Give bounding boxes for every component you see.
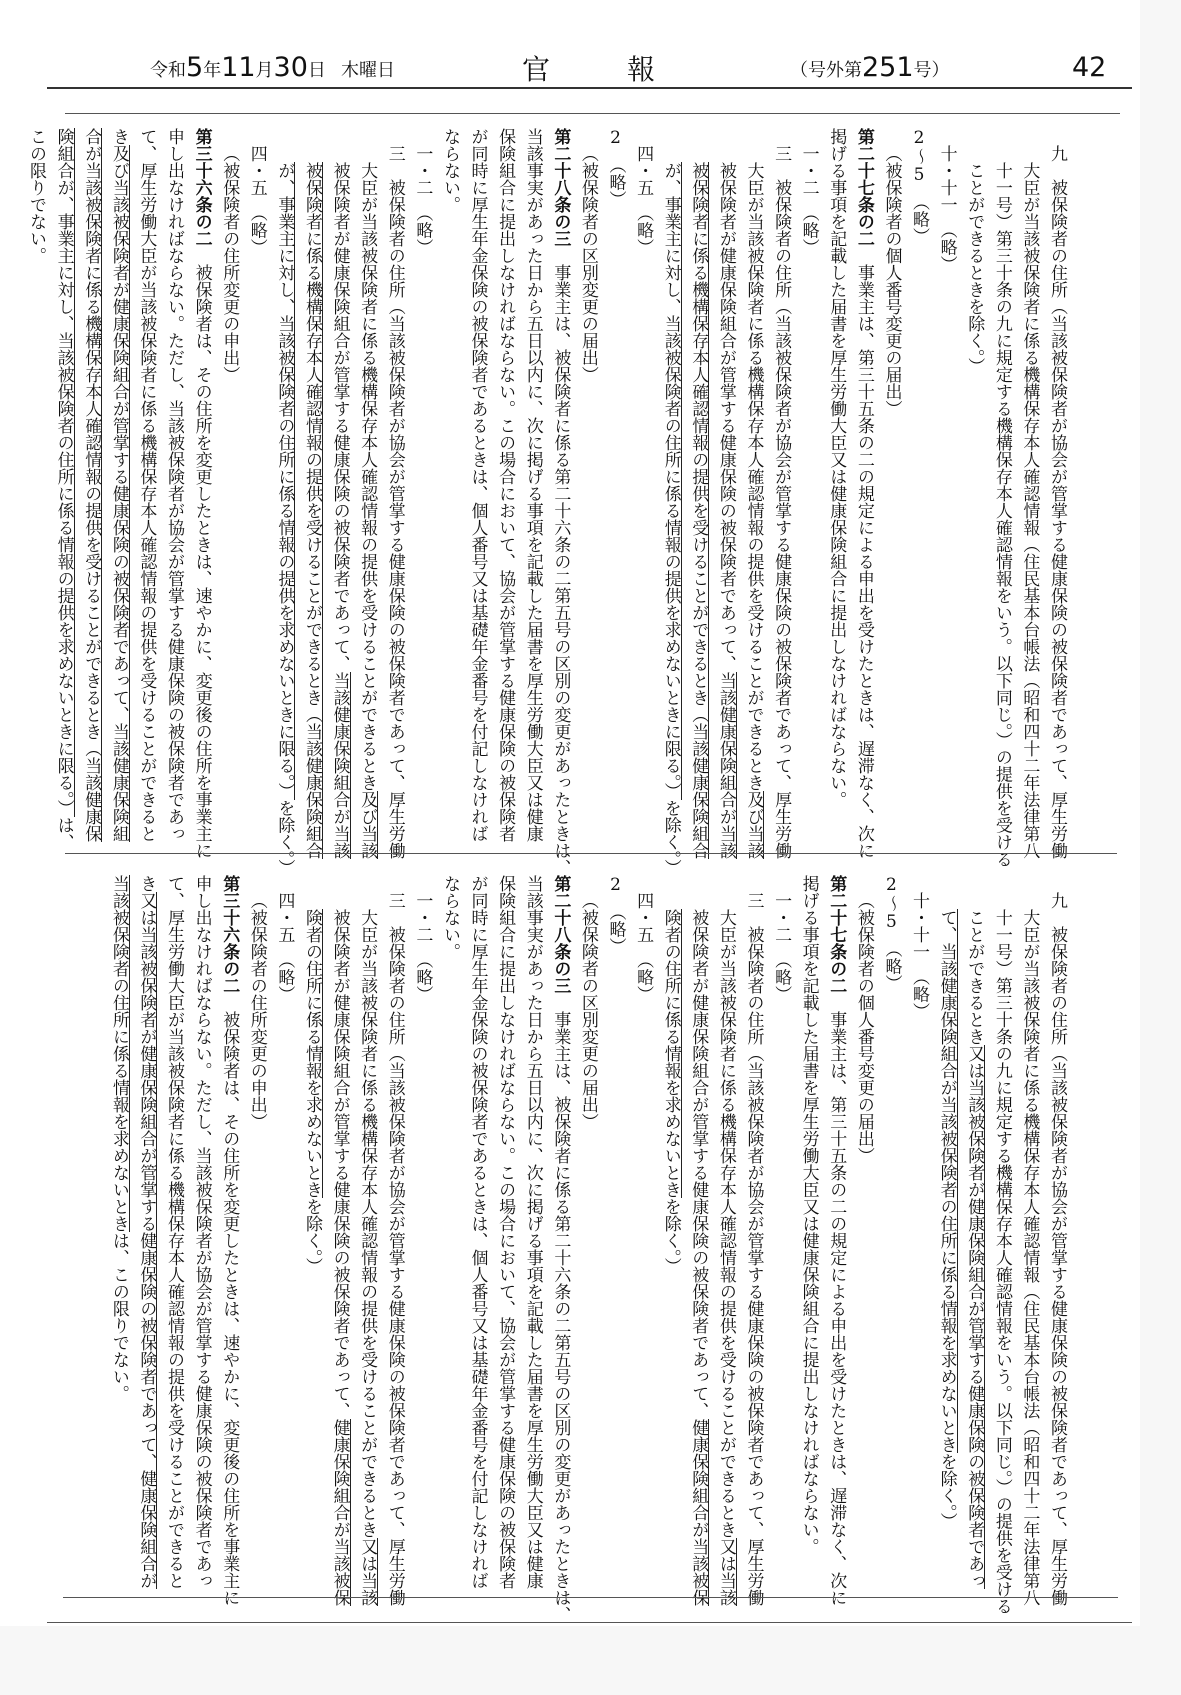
text-column [987,875,1015,1615]
text-segment: 事業主は、被保険者に係る第二十六条の二第五号の区別の変更があったときは、 [550,247,571,876]
text-segment: 大臣が当該被保険者に係る機構保存本人確認情報の提供を受けることができるとき [715,909,736,1538]
text-segment: は、 [53,816,74,851]
text-column [960,875,988,1595]
text-segment: 2～5 （略） [881,875,902,992]
amended-text: が、事業主に対し、当該被保険者の住所に係る情報の提供を求めないときに限る。） [660,162,681,800]
article-heading: 第二十七条の二 [826,875,847,994]
text-segment: て、厚生労働大臣が当該被保険者に係る機構保存本人確認情報の提供を受けることができると [164,875,184,1589]
top-rule [65,113,1120,114]
text-segment: は、この限りでない。 [108,1232,129,1402]
text-segment: 2～5 （略） [909,128,930,245]
text-column [684,875,712,1606]
text-column [987,128,1015,868]
amended-text: 当該健康保険組合が当該 [329,672,350,859]
text-column [739,875,767,1606]
middle-rule [65,853,1117,854]
text-column [1015,875,1043,1606]
text-segment: が同時に厚生年金保険の被保険者であるときは、個人番号又は基礎年金番号を付記しなければ [467,875,488,1589]
text-column [463,875,491,1595]
current-text-section [104,875,1070,1623]
text-segment: （被保険者の住所変更の申出） [219,145,240,383]
amended-text: 被保険者に係る機構保存本人確認情報の提供を受けることができるとき（当該健康保険組合 [688,162,709,859]
text-segment: 十・十一 （略） [909,892,930,1020]
text-column [297,875,325,1595]
issue-suffix: 号） [913,60,950,81]
article-heading: 第二十七条の二 [853,128,874,247]
text-segment: 申し出なければならない。ただし、当該被保険者が協会が管掌する健康保険の被保険者であっ [191,875,212,1589]
text-column [904,875,932,1595]
text-column [1042,128,1070,859]
text-column [270,875,298,1595]
text-segment: 2 （略） [605,875,626,955]
text-column [353,875,381,1606]
text-segment: 事業主は、被保険者に係る第二十六条の二第五号の区別の変更があったときは、 [550,994,571,1623]
article-heading: 第二十八条の三 [550,875,571,994]
text-column [711,128,739,859]
text-column [766,875,794,1595]
text-column [77,128,105,848]
text-segment: 大臣が当該被保険者に係る機構保存本人確認情報（住民基本台帳法（昭和四十二年法律第八 [1019,909,1040,1606]
text-column [684,128,712,859]
text-column [960,128,988,848]
text-column [877,128,905,848]
amended-text: 又は当該 [357,1538,378,1606]
text-column [546,875,574,1623]
text-column [573,875,601,1595]
text-segment: この限りでない。 [26,128,47,264]
text-column [1042,875,1070,1606]
text-column [159,875,187,1595]
year: 5 [186,52,204,83]
amended-text: 及び当該被保険者が健康保険組合が管掌する健康保険の被保険者であって、当該健康保険組 [108,145,129,842]
amended-text: 健康保険組合が当該被保 [329,1419,350,1606]
text-column [408,875,436,1595]
amended-text: 当該被保険者の住所に係る情報を求めないとき [108,875,129,1232]
text-column [1015,128,1043,859]
text-segment: 三 被保険者の住所（当該被保険者が協会が管掌する健康保険の被保険者であって、厚生労働 [743,892,764,1606]
issue-label [790,52,950,83]
text-segment: （被保険者の個人番号変更の届出） [881,145,902,417]
text-segment: 三 被保険者の住所（当該被保険者が協会が管掌する健康保険の被保険者であって、厚生労働 [384,892,405,1606]
text-column [491,128,519,848]
text-column [463,128,491,848]
text-column [849,128,877,859]
amended-text: 又は当該 [715,1538,736,1606]
text-column [187,128,215,859]
text-column [822,128,850,848]
text-segment: 四・五 （略） [246,145,267,256]
text-segment: 大臣が当該被保険者に係る機構保存本人確認情報の提供を受けることができるとき [357,162,378,791]
text-segment: （被保険者の個人番号変更の届出） [853,892,874,1164]
text-column [932,128,960,848]
amended-text: 又は当該被保険者が健康保険組合が管掌する健康保険の被保険者であっ [964,1045,985,1589]
amended-text: 当該健康保険組合が当該 [715,672,736,859]
text-column [849,875,877,1595]
year-unit: 年 [203,60,222,81]
text-segment: 九 被保険者の住所（当該被保険者が協会が管掌する健康保険の被保険者であって、厚生労働 [1047,145,1067,859]
amended-text: 又は当該被保険者が健康保険組合が管掌する健康保険の被保険者であって、健康保険組合が [136,892,157,1589]
text-segment: 十一号）第三十条の九に規定する機構保存本人確認情報をいう。以下同じ。）の提供を受ける [991,162,1012,868]
text-column [408,128,436,848]
text-segment: を除く。） [660,1198,681,1275]
text-column [711,875,739,1606]
text-column [325,875,353,1606]
bottom-rule [63,1597,1118,1598]
amended-text: 険者の住所に係る情報を求めないとき [660,909,681,1198]
text-column [601,875,629,1595]
text-segment: 一・二 （略） [412,892,433,1003]
article-heading: 第二十八条の三 [550,128,571,247]
text-column [573,128,601,848]
gazette-title-1: 官 [522,53,551,86]
text-segment: ことができるとき [964,909,985,1045]
text-column [794,128,822,848]
text-column [159,128,187,848]
text-segment: が同時に厚生年金保険の被保険者であるときは、個人番号又は基礎年金番号を付記しなければ [467,128,488,842]
text-column [518,875,546,1595]
text-segment: を除く。） [936,1453,957,1530]
text-column [794,875,822,1595]
text-segment: 当該事実があった日から五日以内に、次に掲げる事項を記載した届書を厚生労働大臣又は健康 [522,128,543,842]
text-segment: 被保険者は、その住所を変更したときは、速やかに、変更後の住所を事業主に [191,247,212,859]
text-segment: て、厚生労働大臣が当該被保険者に係る機構保存本人確認情報の提供を受けることができると [136,128,157,842]
text-segment: を除く。） [301,1198,322,1275]
gazette-title-2: 報 [627,53,656,86]
text-segment: 四・五 （略） [633,145,654,256]
text-column [822,875,850,1606]
text-segment: ならない。 [439,875,460,960]
text-segment: き [108,128,129,145]
amended-text: が、事業主に対し、当該被保険者の住所に係る情報の提供を求めないときに限る。） [274,162,295,800]
text-column [601,128,629,848]
amended-text: 険組合が、事業主に対し、当該被保険者の住所に係る情報の提供を求めないときに限る。） [53,128,74,817]
text-segment: 大臣が当該被保険者に係る機構保存本人確認情報（住民基本台帳法（昭和四十二年法律第八 [1019,162,1040,859]
text-segment: （被保険者の住所変更の申出） [246,892,267,1130]
text-column [518,128,546,848]
text-segment: き [136,875,157,892]
amended-text: 及び当該 [357,791,378,859]
text-segment: 被保険者が健康保険組合が管掌する健康保険の被保険者であって、 [329,162,350,672]
text-column [187,875,215,1595]
text-column [380,128,408,859]
text-segment: 事業主は、第三十五条の二の規定による申出を受けたときは、遅滞なく、次に [826,994,847,1606]
text-column [656,128,684,876]
text-segment: 九 被保険者の住所（当該被保険者が協会が管掌する健康保険の被保険者であって、厚生労働 [1047,892,1067,1606]
text-segment: 掲げる事項を記載した届書を厚生労働大臣又は健康保険組合に提出しなければならない。 [798,875,819,1555]
text-column [629,875,657,1595]
page-number: 42 [1072,52,1107,83]
text-column [132,128,160,848]
amended-text: て、当該健康保険組合が当該被保険者の住所に係る情報を求めないとき [936,909,957,1453]
text-column [297,128,325,859]
text-segment: 保険組合に提出しなければならない。この場合において、協会が管掌する健康保険の被保険者 [495,128,516,842]
text-segment: 被保険者が健康保険組合が管掌する健康保険の被保険者であって、 [715,162,736,672]
article-heading: 第三十六条の二 [219,875,240,994]
text-column [104,875,132,1595]
text-segment: 三 被保険者の住所（当該被保険者が協会が管掌する健康保険の被保険者であって、厚生労働 [384,145,405,859]
text-column [242,128,270,848]
text-column [491,875,519,1595]
text-column [656,875,684,1595]
amended-text: 険者の住所に係る情報を求めないとき [301,909,322,1198]
text-segment: 申し出なければならない。ただし、当該被保険者が協会が管掌する健康保険の被保険者であっ [164,128,184,842]
amended-text: 及び当該 [743,791,764,859]
month: 11 [221,52,256,83]
text-segment: 被保険者は、その住所を変更したときは、速やかに、変更後の住所を事業主に [219,994,240,1606]
text-column [629,128,657,848]
text-column [325,128,353,859]
text-segment: （被保険者の区別変更の届出） [577,892,598,1130]
text-column [242,875,270,1595]
text-segment: 三 被保険者の住所（当該被保険者が協会が管掌する健康保険の被保険者であって、厚生労働 [771,145,792,859]
text-segment: （被保険者の区別変更の届出） [577,145,598,383]
text-column [270,128,298,876]
text-column [215,875,243,1606]
text-column [546,128,574,876]
text-column [739,128,767,859]
text-segment: ことができるときを除く。） [964,162,985,375]
text-segment: 十・十一 （略） [936,145,957,273]
issue-prefix: （号外第 [790,60,862,81]
text-column [904,128,932,848]
text-segment: 保険組合に提出しなければならない。この場合において、協会が管掌する健康保険の被保険者 [495,875,516,1589]
text-column [766,128,794,859]
amended-text: 合が当該被保険者に係る機構保存本人確認情報の提供を受けることができるとき（当該健康保 [81,128,102,842]
header-rule [47,87,1132,89]
day: 30 [273,52,308,83]
text-segment: 当該事実があった日から五日以内に、次に掲げる事項を記載した届書を厚生労働大臣又は健康 [522,875,543,1589]
text-segment: を除く。） [274,799,295,876]
text-column [215,128,243,848]
text-segment: 一・二 （略） [771,892,792,1003]
article-heading: 第三十六条の二 [191,128,212,247]
text-segment: ならない。 [439,128,460,213]
text-segment: 大臣が当該被保険者に係る機構保存本人確認情報の提供を受けることができるとき [743,162,764,791]
footer-rule [47,1622,1132,1623]
text-column [49,128,77,851]
text-column [104,128,132,848]
text-segment: 四・五 （略） [274,892,295,1003]
text-segment: 掲げる事項を記載した届書を厚生労働大臣又は健康保険組合に提出しなければならない。 [826,128,847,808]
text-column [21,128,49,848]
text-segment: 被保険者が健康保険組合が管掌する健康保険の被保険者であって、 [329,909,350,1419]
text-column [932,875,960,1595]
text-column [435,128,463,848]
text-segment: 一・二 （略） [412,145,433,256]
header-date [150,52,395,83]
text-column [353,128,381,859]
text-segment: 被保険者が健康保険組合が管掌する健康保険の被保険者であって、 [688,909,709,1419]
text-segment: 事業主は、第三十五条の二の規定による申出を受けたときは、遅滞なく、次に [853,247,874,859]
text-segment: 十一号）第三十条の九に規定する機構保存本人確認情報をいう。以下同じ。）の提供を受ける [991,909,1012,1615]
text-segment: 一・二 （略） [798,145,819,256]
amended-text: 健康保険組合が当該被保 [688,1419,709,1606]
text-column [380,875,408,1606]
amended-text-section [21,128,1070,876]
amended-text: 被保険者に係る機構保存本人確認情報の提供を受けることができるとき（当該健康保険組合 [301,162,322,859]
text-column [877,875,905,1595]
day-unit: 日 [307,60,326,81]
text-column [132,875,160,1595]
era: 令和 [150,60,186,81]
weekday: 木曜日 [341,60,395,81]
text-segment: 四・五 （略） [633,892,654,1003]
month-unit: 月 [255,60,274,81]
text-segment: 2 （略） [605,128,626,208]
text-segment: 大臣が当該被保険者に係る機構保存本人確認情報の提供を受けることができるとき [357,909,378,1538]
issue-number: 251 [862,52,914,83]
text-column [435,875,463,1595]
text-segment: を除く。） [660,799,681,876]
